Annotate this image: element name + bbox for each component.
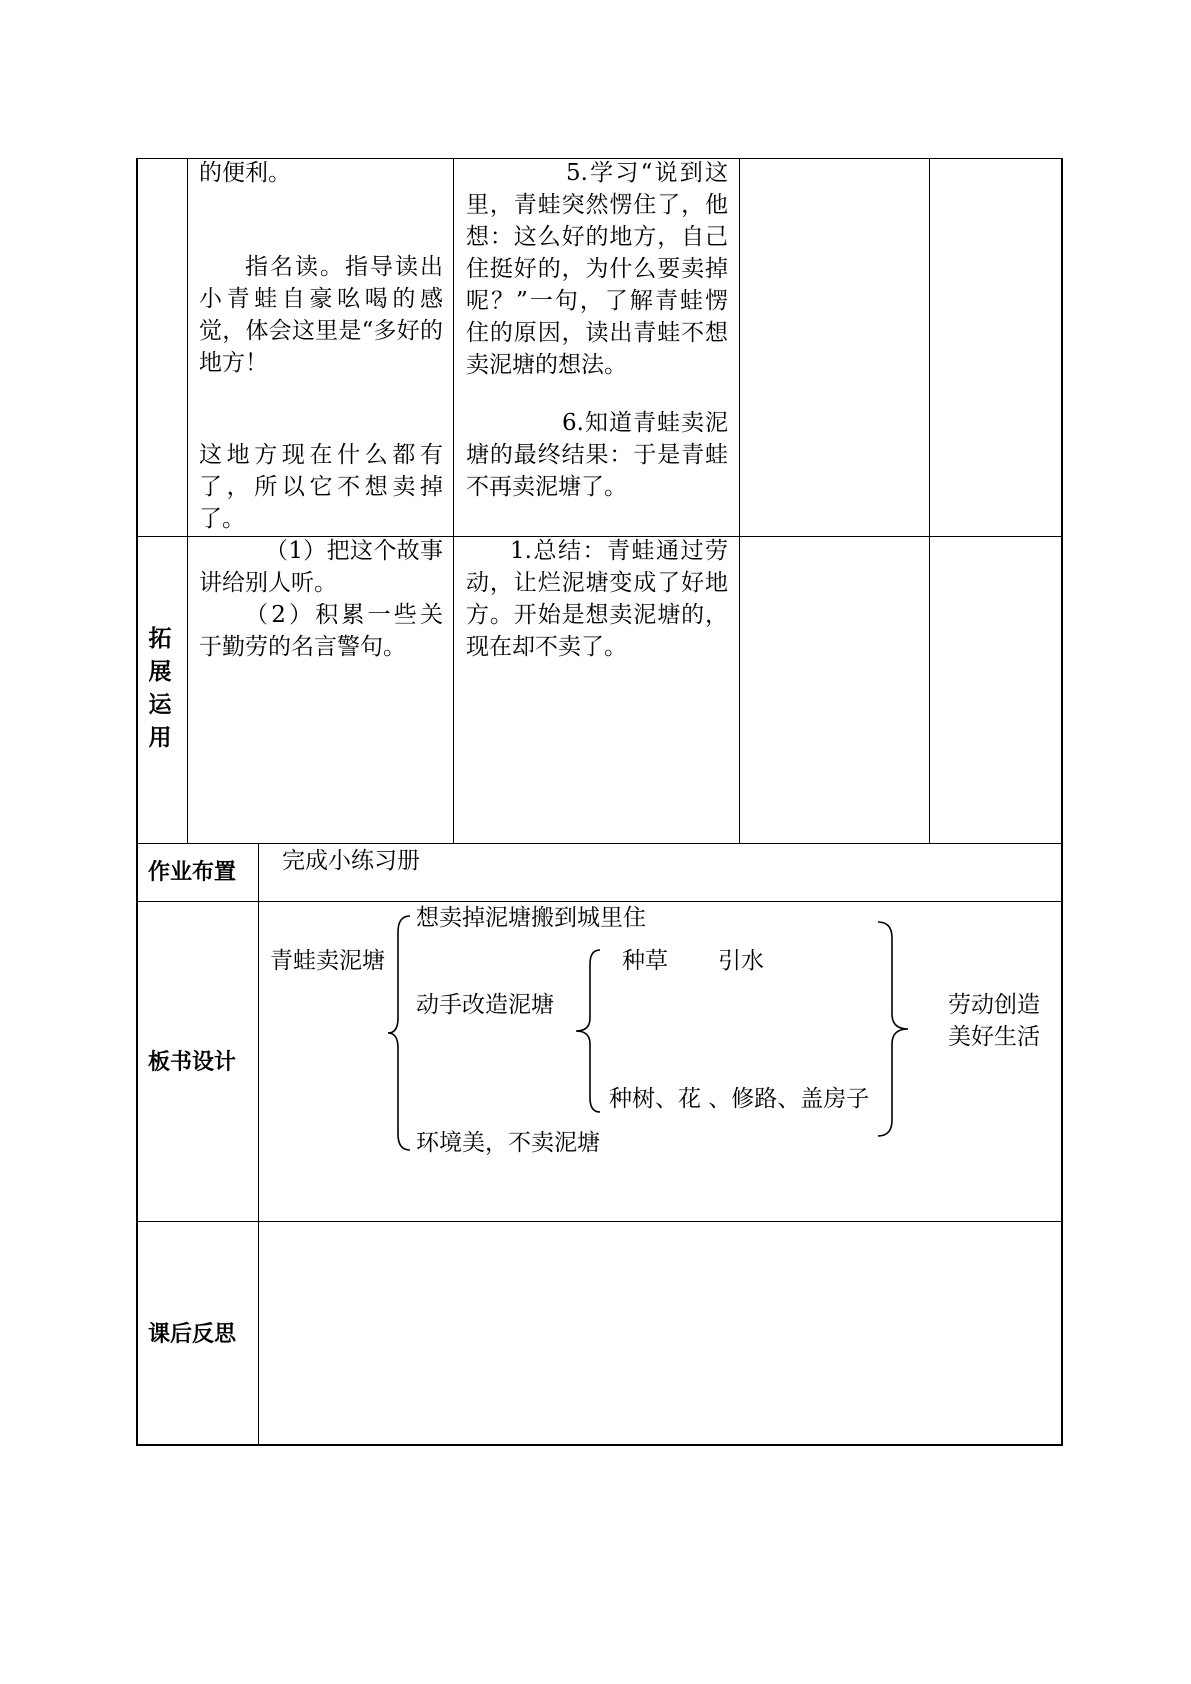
homework-content: 完成小练习册 <box>282 848 420 874</box>
board-sub-1b: 引水 <box>718 948 764 974</box>
row2-teacher-p1: 1.总结：青蛙通过劳动，让烂泥塘变成了好地方。开始是想卖泥塘的，现在却不卖了。 <box>466 538 728 660</box>
board-branch-1: 想卖掉泥塘搬到城里住 <box>416 905 646 931</box>
row1-activity-p1: 的便利。 <box>199 160 291 186</box>
board-conclusion-line1: 劳动创造 <box>948 992 1040 1018</box>
right-brace <box>876 920 912 1138</box>
inner-left-brace <box>574 948 604 1114</box>
row1-activity-p3: 这地方现在什么都有了，所以它不想卖掉了。 <box>199 442 443 532</box>
board-sub-1a: 种草 <box>622 948 668 974</box>
board-conclusion-line2: 美好生活 <box>948 1024 1040 1050</box>
row2-activity-p2: （2）积累一些关于勤劳的名言警句。 <box>199 602 443 660</box>
board-branch-3: 环境美，不卖泥塘 <box>416 1130 600 1156</box>
row2-activity-p1: （1）把这个故事讲给别人听。 <box>199 538 443 596</box>
row1-teacher-p2: 6.知道青蛙卖泥塘的最终结果：于是青蛙不再卖泥塘了。 <box>466 410 728 500</box>
board-branch-2: 动手改造泥塘 <box>416 992 554 1018</box>
homework-label: 作业布置 <box>148 860 237 885</box>
board-title: 青蛙卖泥塘 <box>270 948 385 974</box>
row1-activity-p2: 指名读。指导读出小青蛙自豪吆喝的感觉，体会这里是“多好的地方！ <box>199 254 443 376</box>
board-design-label: 板书设计 <box>148 1050 237 1075</box>
board-sub-2: 种树、花 、修路、盖房子 <box>609 1086 870 1112</box>
left-brace <box>386 914 416 1152</box>
reflection-label: 课后反思 <box>148 1322 237 1347</box>
section-label-extension: 拓展运用 <box>148 626 172 751</box>
row1-teacher-p1: 5.学习“说到这里，青蛙突然愣住了，他想：这么好的地方，自己住挺好的，为什么要卖掉呢？”一句，了解青蛙愣住的原因，读出青蛙不想卖泥塘的想法。 <box>466 160 728 378</box>
